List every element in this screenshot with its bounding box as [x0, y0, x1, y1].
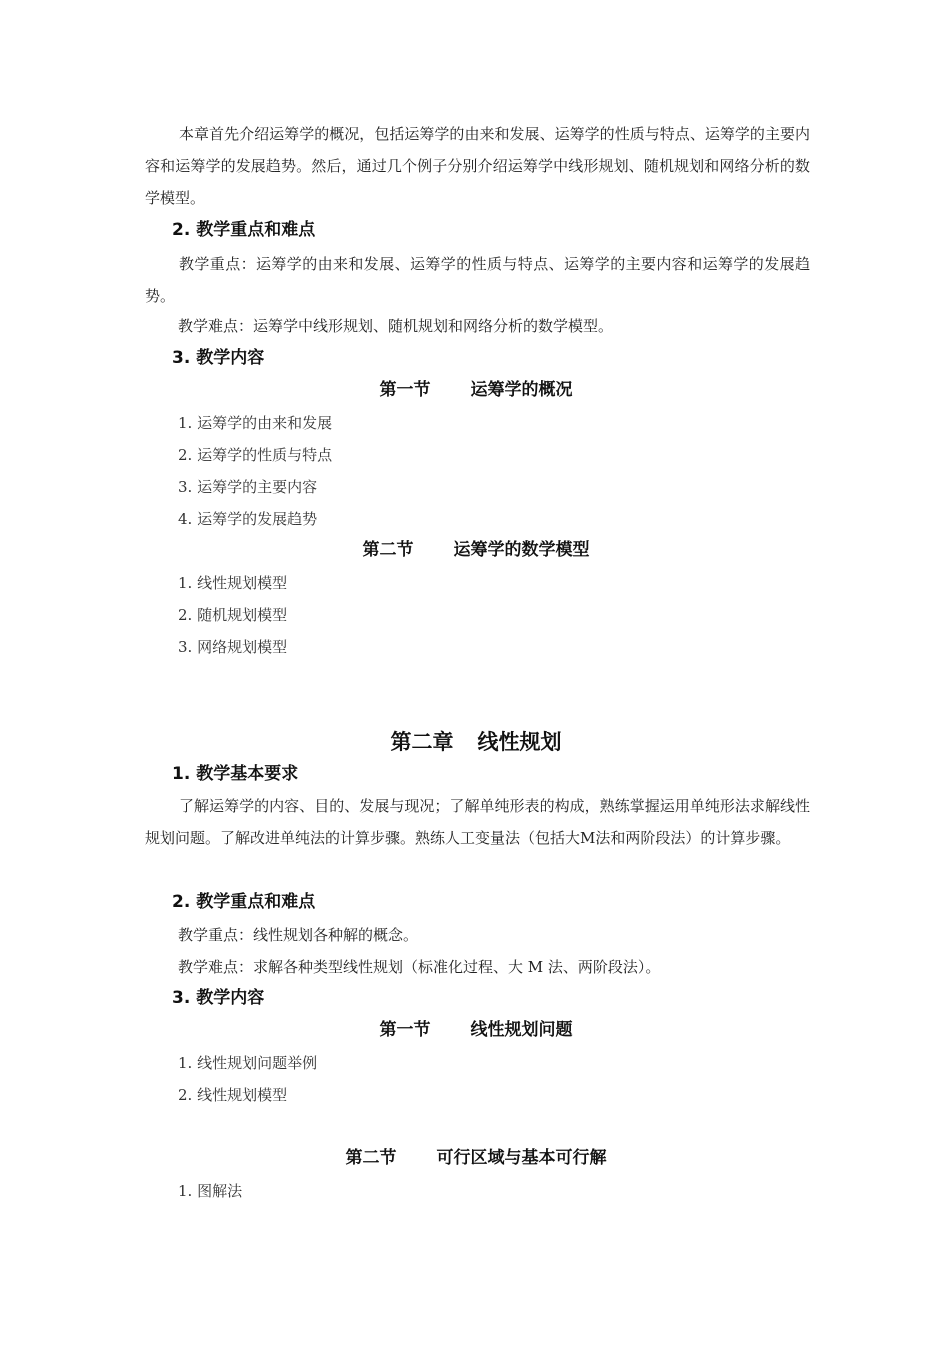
section-number: 第一节 [379, 1020, 431, 1040]
list-item: 3. 网络规划模型 [178, 638, 288, 656]
list-item: 2. 运筹学的性质与特点 [178, 446, 333, 464]
ch2-section1-title [0, 1018, 952, 1042]
ch2-difficult-points: 教学难点：求解各种类型线性规划（标准化过程、大 M 法、两阶段法）。 [178, 958, 661, 976]
ch1-heading-key-difficult: 2. 教学重点和难点 [172, 220, 316, 240]
ch1-section1-title [0, 378, 952, 402]
chapter2-title [0, 728, 952, 756]
ch2-heading-requirements: 1. 教学基本要求 [172, 764, 299, 784]
list-item: 4. 运筹学的发展趋势 [178, 510, 318, 528]
section-title: 线性规划问题 [470, 1020, 573, 1040]
chapter-title: 线性规划 [477, 730, 562, 754]
section-title: 运筹学的概况 [470, 380, 573, 400]
ch1-difficult-points: 教学难点：运筹学中线形规划、随机规划和网络分析的数学模型。 [178, 317, 614, 335]
chapter-number: 第二章 [390, 730, 454, 754]
ch2-requirements: 了解运筹学的内容、目的、发展与现况；了解单纯形表的构成，熟练掌握运用单纯形法求解线性规划问题。了解改进单纯法的计算步骤。熟练人工变量法（包括大M法和两阶段法）的计算步骤。 [145, 797, 810, 847]
ch1-section2-title [0, 538, 952, 562]
section-number: 第一节 [379, 380, 431, 400]
list-item: 1. 线性规划模型 [178, 574, 288, 592]
ch2-heading-content: 3. 教学内容 [172, 988, 265, 1008]
section-number: 第二节 [345, 1148, 397, 1168]
section-number: 第二节 [362, 540, 414, 560]
intro-paragraph: 本章首先介绍运筹学的概况，包括运筹学的由来和发展、运筹学的性质与特点、运筹学的主要内容和运筹学的发展趋势。然后，通过几个例子分别介绍运筹学中线形规划、随机规划和网络分析的数学模型。 [145, 125, 810, 207]
ch1-heading-content: 3. 教学内容 [172, 348, 265, 368]
list-item: 2. 随机规划模型 [178, 606, 288, 624]
list-item: 1. 运筹学的由来和发展 [178, 414, 333, 432]
list-item: 1. 线性规划问题举例 [178, 1054, 318, 1072]
list-item: 2. 线性规划模型 [178, 1086, 288, 1104]
ch1-key-points: 教学重点：运筹学的由来和发展、运筹学的性质与特点、运筹学的主要内容和运筹学的发展趋势。 [145, 255, 810, 305]
list-item: 3. 运筹学的主要内容 [178, 478, 318, 496]
ch2-section2-title [0, 1146, 952, 1170]
ch2-heading-key-difficult: 2. 教学重点和难点 [172, 892, 316, 912]
list-item: 1. 图解法 [178, 1182, 243, 1200]
ch2-key-points: 教学重点：线性规划各种解的概念。 [178, 926, 419, 944]
section-title: 可行区域与基本可行解 [436, 1148, 607, 1168]
section-title: 运筹学的数学模型 [453, 540, 590, 560]
